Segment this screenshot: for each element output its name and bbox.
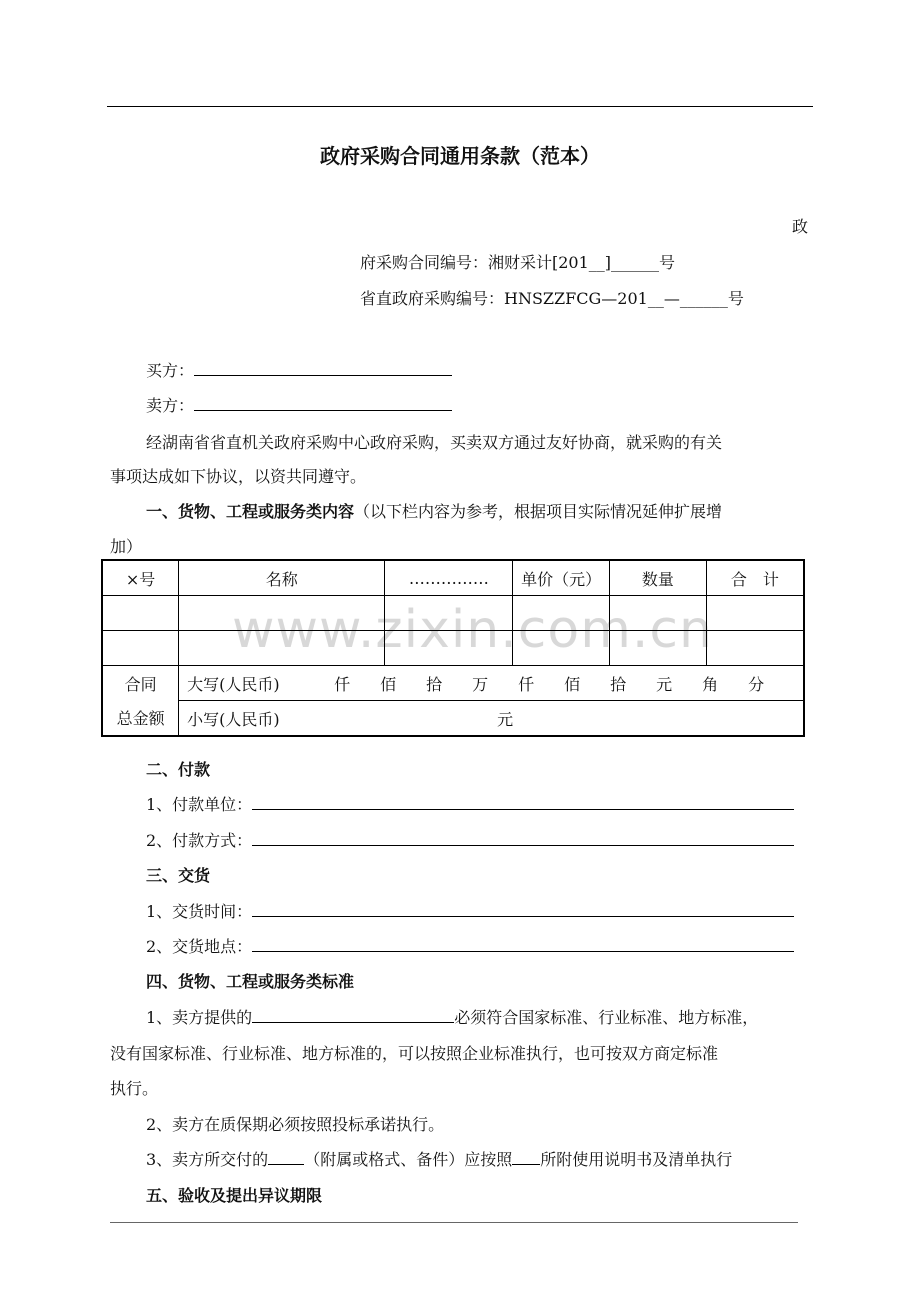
standard-1-line-2: 没有国家标准、行业标准、地方标准的，可以按照企业标准执行，也可按双方商定标准: [110, 1044, 719, 1063]
buyer-field[interactable]: [194, 359, 452, 376]
pay-method-field[interactable]: [252, 829, 794, 846]
standard-3-field-b[interactable]: [512, 1148, 540, 1165]
table-cell[interactable]: [706, 631, 804, 666]
upper-units: [319, 675, 779, 694]
header-cell: 数量: [610, 560, 707, 596]
table-cell[interactable]: [610, 596, 707, 631]
delivery-place-field[interactable]: [252, 935, 794, 952]
buyer-row: [146, 358, 452, 381]
table-header-row: [102, 560, 804, 596]
unit: 佰: [564, 674, 581, 694]
header-cell: ×号: [102, 560, 179, 596]
header-cell: 合 计: [706, 560, 804, 596]
upper-amount-cell[interactable]: [179, 666, 804, 701]
table-cell[interactable]: [513, 596, 610, 631]
standard-3-mid: （附属或格式、备件）应按照: [304, 1150, 513, 1169]
seller-field[interactable]: [194, 394, 452, 411]
buyer-label: 买方：: [146, 361, 195, 380]
delivery-time-label: 1、交货时间：: [146, 902, 253, 921]
header-char: 政: [792, 217, 809, 236]
standard-1-suffix: 必须符合国家标准、行业标准、地方标准，: [454, 1008, 759, 1027]
delivery-time-field[interactable]: [252, 900, 794, 917]
table-cell[interactable]: [179, 596, 385, 631]
intro-line-1: 经湖南省省直机关政府采购中心政府采购，买卖双方通过友好协商，就采购的有关: [146, 433, 723, 452]
unit: 佰: [380, 674, 397, 694]
header-cell: 单价（元）: [513, 560, 610, 596]
total-label-top: 合同: [102, 666, 179, 701]
goods-table: [101, 559, 805, 737]
lower-amount-cell[interactable]: [179, 701, 804, 737]
unit: 分: [748, 674, 765, 694]
pay-unit-field[interactable]: [252, 793, 794, 810]
section-3-heading: 三、交货: [146, 866, 211, 885]
table-cell[interactable]: [385, 631, 513, 666]
table-cell[interactable]: [513, 631, 610, 666]
unit: 元: [656, 674, 673, 694]
page-title: 政府采购合同通用条款（范本）: [320, 144, 600, 168]
section-4-heading: 四、货物、工程或服务类标准: [146, 972, 355, 991]
table-row: [102, 631, 804, 666]
section-1-cont: 加）: [110, 537, 143, 556]
section-1-heading: [146, 499, 722, 522]
table-cell[interactable]: [102, 631, 179, 666]
seller-label: 卖方：: [146, 396, 195, 415]
bottom-rule: [110, 1222, 798, 1223]
standard-1-line-3: 执行。: [110, 1079, 159, 1098]
total-upper-row: [102, 666, 804, 701]
delivery-place-label: 2、交货地点：: [146, 937, 253, 956]
procurement-number: 省直政府采购编号：HNSZZFCG—201__—______号: [360, 289, 744, 308]
table-cell[interactable]: [610, 631, 707, 666]
unit: 角: [702, 674, 719, 694]
delivery-time-row: [146, 899, 794, 922]
pay-method-label: 2、付款方式：: [146, 831, 253, 850]
standard-3-prefix: 3、卖方所交付的: [146, 1150, 269, 1169]
lower-amount-unit: 元: [497, 709, 514, 729]
table-cell[interactable]: [706, 596, 804, 631]
upper-amount-label: 大写(人民币): [187, 674, 280, 694]
table-cell[interactable]: [179, 631, 385, 666]
unit: 仟: [334, 674, 351, 694]
header-cell: ……………: [385, 560, 513, 596]
table-row: [102, 596, 804, 631]
standard-3-suffix: 所附使用说明书及清单执行: [540, 1150, 733, 1169]
pay-unit-row: [146, 792, 794, 815]
table-cell[interactable]: [102, 596, 179, 631]
unit: 仟: [518, 674, 535, 694]
standard-1-field[interactable]: [252, 1006, 454, 1023]
top-rule: [107, 106, 813, 107]
delivery-place-row: [146, 934, 794, 957]
unit: 拾: [426, 674, 443, 694]
seller-row: [146, 393, 452, 416]
watermark: www.zixin.com.cn: [232, 600, 713, 660]
standard-3: [146, 1147, 732, 1170]
total-lower-row: [102, 701, 804, 737]
section-2-heading: 二、付款: [146, 760, 211, 779]
standard-3-field-a[interactable]: [268, 1148, 304, 1165]
total-label-bottom: 总金额: [102, 701, 179, 737]
pay-unit-label: 1、付款单位：: [146, 795, 253, 814]
standard-1-prefix: 1、卖方提供的: [146, 1008, 253, 1027]
lower-amount-label: 小写(人民币): [187, 709, 280, 729]
standard-1-line-1: [146, 1005, 758, 1028]
section-1-note: （以下栏内容为参考，根据项目实际情况延伸扩展增: [354, 502, 723, 521]
table-cell[interactable]: [385, 596, 513, 631]
standard-2: 2、卖方在质保期必须按照投标承诺执行。: [146, 1115, 445, 1134]
section-1-bold: 一、货物、工程或服务类内容: [146, 502, 355, 521]
section-5-heading: 五、验收及提出异议期限: [146, 1186, 323, 1205]
intro-line-2: 事项达成如下协议，以资共同遵守。: [110, 467, 367, 486]
contract-number: 府采购合同编号：湘财采计[201__]______号: [360, 253, 676, 272]
unit: 拾: [610, 674, 627, 694]
header-cell: 名称: [179, 560, 385, 596]
unit: 万: [472, 674, 489, 694]
pay-method-row: [146, 828, 794, 851]
